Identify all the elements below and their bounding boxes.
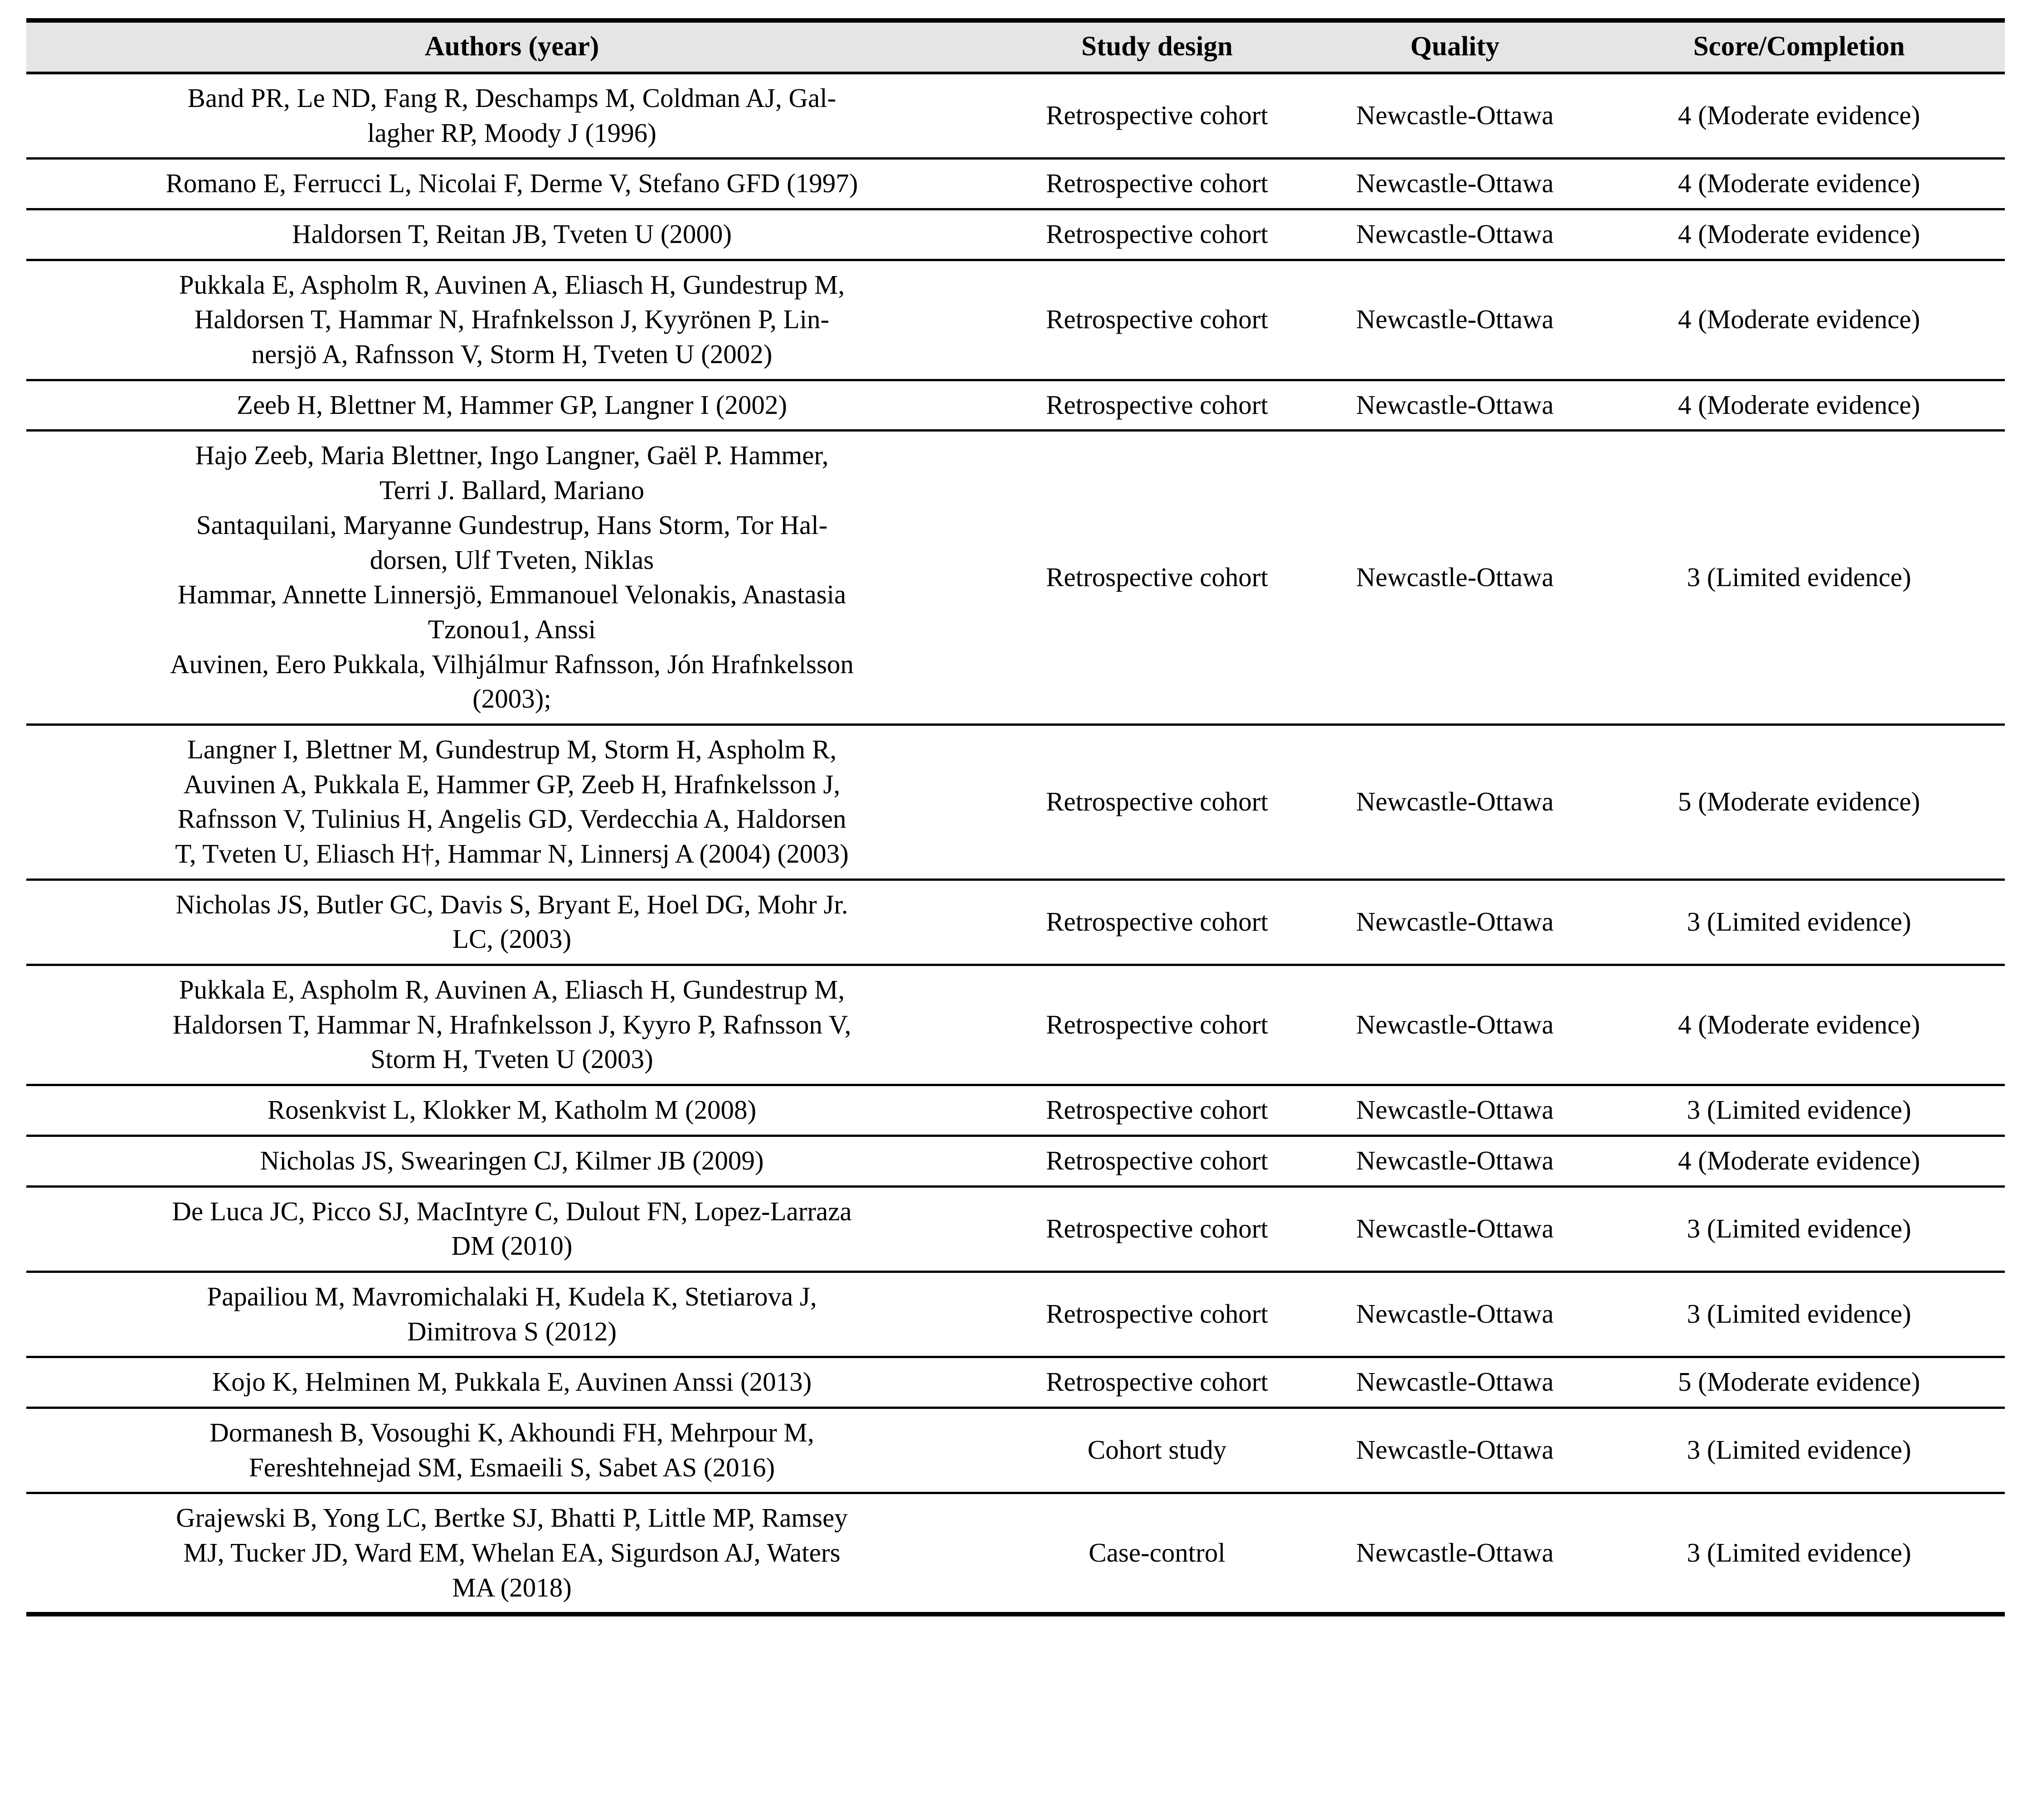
cell-design xyxy=(997,159,1317,209)
column-header-study-design: Study design xyxy=(997,20,1317,73)
cell-line: Cohort study xyxy=(1087,1435,1227,1465)
cell-quality xyxy=(1317,431,1593,725)
cell-score xyxy=(1593,879,2005,965)
table-row xyxy=(26,1272,2005,1357)
table-row xyxy=(26,724,2005,879)
cell-authors xyxy=(26,1357,997,1408)
cell-design xyxy=(997,965,1317,1085)
cell-quality xyxy=(1317,1272,1593,1357)
cell-line: Newcastle-Ottawa xyxy=(1356,1213,1554,1243)
cell-line: (2003); xyxy=(472,684,551,714)
cell-quality xyxy=(1317,724,1593,879)
table-row xyxy=(26,1085,2005,1136)
included-studies-table xyxy=(26,18,2005,1616)
cell-line: Langner I, Blettner M, Gundestrup M, Storm H, Aspholm R, xyxy=(187,734,837,764)
cell-line: Newcastle-Ottawa xyxy=(1356,786,1554,816)
cell-line: Retrospective cohort xyxy=(1046,100,1268,131)
cell-authors xyxy=(26,1407,997,1493)
cell-authors xyxy=(26,1272,997,1357)
cell-line: Newcastle-Ottawa xyxy=(1356,219,1554,249)
cell-line: Retrospective cohort xyxy=(1046,1299,1268,1329)
cell-line: Papailiou M, Mavromichalaki H, Kudela K, Stetiarova J, xyxy=(207,1281,817,1311)
cell-line: Haldorsen T, Reitan JB, Tveten U (2000) xyxy=(292,219,732,249)
cell-line: 4 (Moderate evidence) xyxy=(1678,389,1920,420)
cell-line: Newcastle-Ottawa xyxy=(1356,1145,1554,1175)
cell-line: Newcastle-Ottawa xyxy=(1356,304,1554,335)
cell-design xyxy=(997,260,1317,380)
cell-authors xyxy=(26,380,997,431)
cell-quality xyxy=(1317,260,1593,380)
cell-line: 3 (Limited evidence) xyxy=(1687,1213,1911,1243)
table-row xyxy=(26,260,2005,380)
cell-quality xyxy=(1317,1136,1593,1186)
cell-line: 3 (Limited evidence) xyxy=(1687,1299,1911,1329)
table-row xyxy=(26,879,2005,965)
cell-line: Zeeb H, Blettner M, Hammer GP, Langner I (2002) xyxy=(236,389,788,420)
table-row xyxy=(26,1186,2005,1272)
cell-line: Newcastle-Ottawa xyxy=(1356,1095,1554,1125)
cell-score xyxy=(1593,260,2005,380)
cell-line: T, Tveten U, Eliasch H†, Hammar N, Linnersj A (2004) (2003) xyxy=(175,839,849,869)
cell-authors xyxy=(26,73,997,159)
cell-design xyxy=(997,73,1317,159)
cell-line: 3 (Limited evidence) xyxy=(1687,1095,1911,1125)
cell-score xyxy=(1593,965,2005,1085)
cell-line: 4 (Moderate evidence) xyxy=(1678,219,1920,249)
cell-score xyxy=(1593,1357,2005,1408)
cell-line: Newcastle-Ottawa xyxy=(1356,1435,1554,1465)
cell-line: Kojo K, Helminen M, Pukkala E, Auvinen Anssi (2013) xyxy=(212,1367,812,1397)
cell-score xyxy=(1593,159,2005,209)
cell-line: Retrospective cohort xyxy=(1046,168,1268,199)
cell-line: Pukkala E, Aspholm R, Auvinen A, Eliasch H, Gundestrup M, xyxy=(179,269,845,300)
cell-line: Retrospective cohort xyxy=(1046,304,1268,335)
cell-line: Retrospective cohort xyxy=(1046,907,1268,937)
cell-line: Newcastle-Ottawa xyxy=(1356,907,1554,937)
cell-line: 5 (Moderate evidence) xyxy=(1678,1367,1920,1397)
cell-line: Newcastle-Ottawa xyxy=(1356,1538,1554,1568)
cell-design xyxy=(997,1357,1317,1408)
cell-line: lagher RP, Moody J (1996) xyxy=(367,117,656,148)
table-body xyxy=(26,73,2005,1614)
cell-line: De Luca JC, Picco SJ, MacIntyre C, Dulout FN, Lopez-Larraza xyxy=(172,1196,852,1226)
cell-line: 3 (Limited evidence) xyxy=(1687,1538,1911,1568)
cell-line: Haldorsen T, Hammar N, Hrafnkelsson J, Kyyrönen P, Lin- xyxy=(194,304,830,335)
cell-design xyxy=(997,1493,1317,1615)
cell-line: Newcastle-Ottawa xyxy=(1356,168,1554,199)
cell-line: Retrospective cohort xyxy=(1046,219,1268,249)
cell-line: 5 (Moderate evidence) xyxy=(1678,786,1920,816)
cell-line: Auvinen, Eero Pukkala, Vilhjálmur Rafnsson, Jón Hrafnkelsson xyxy=(170,649,854,679)
cell-line: Retrospective cohort xyxy=(1046,786,1268,816)
cell-score xyxy=(1593,1085,2005,1136)
cell-score xyxy=(1593,1186,2005,1272)
cell-line: 3 (Limited evidence) xyxy=(1687,1435,1911,1465)
cell-design xyxy=(997,431,1317,725)
cell-line: Nicholas JS, Swearingen CJ, Kilmer JB (2009) xyxy=(260,1145,764,1175)
cell-design xyxy=(997,380,1317,431)
cell-line: Haldorsen T, Hammar N, Hrafnkelsson J, Kyyro P, Rafnsson V, xyxy=(172,1009,851,1039)
cell-quality xyxy=(1317,1407,1593,1493)
table-row xyxy=(26,1493,2005,1615)
cell-authors xyxy=(26,724,997,879)
cell-line: Terri J. Ballard, Mariano xyxy=(379,475,645,505)
cell-line: 4 (Moderate evidence) xyxy=(1678,100,1920,131)
column-header-score-completion: Score/Completion xyxy=(1593,20,2005,73)
cell-line: 3 (Limited evidence) xyxy=(1687,907,1911,937)
cell-line: dorsen, Ulf Tveten, Niklas xyxy=(370,544,654,575)
cell-line: 4 (Moderate evidence) xyxy=(1678,304,1920,335)
cell-line: Dormanesh B, Vosoughi K, Akhoundi FH, Mehrpour M, xyxy=(209,1417,814,1447)
cell-quality xyxy=(1317,879,1593,965)
cell-score xyxy=(1593,209,2005,260)
column-header-quality: Quality xyxy=(1317,20,1593,73)
cell-line: Auvinen A, Pukkala E, Hammer GP, Zeeb H, Hrafnkelsson J, xyxy=(183,769,841,799)
cell-line: Retrospective cohort xyxy=(1046,562,1268,592)
cell-line: Newcastle-Ottawa xyxy=(1356,1367,1554,1397)
cell-design xyxy=(997,1136,1317,1186)
cell-line: Dimitrova S (2012) xyxy=(407,1316,617,1346)
cell-line: nersjö A, Rafnsson V, Storm H, Tveten U (2002) xyxy=(251,339,773,369)
cell-quality xyxy=(1317,1493,1593,1615)
cell-design xyxy=(997,724,1317,879)
cell-score xyxy=(1593,1136,2005,1186)
cell-line: Fereshtehnejad SM, Esmaeili S, Sabet AS (2016) xyxy=(248,1452,775,1482)
cell-quality xyxy=(1317,73,1593,159)
cell-line: Retrospective cohort xyxy=(1046,1095,1268,1125)
cell-authors xyxy=(26,1493,997,1615)
table-row xyxy=(26,159,2005,209)
cell-score xyxy=(1593,1272,2005,1357)
column-header-authors: Authors (year) xyxy=(26,20,997,73)
cell-authors xyxy=(26,965,997,1085)
cell-quality xyxy=(1317,965,1593,1085)
table-row xyxy=(26,1136,2005,1186)
table-row xyxy=(26,73,2005,159)
cell-line: Newcastle-Ottawa xyxy=(1356,562,1554,592)
cell-line: Storm H, Tveten U (2003) xyxy=(370,1044,653,1074)
table-row xyxy=(26,431,2005,725)
cell-line: Rosenkvist L, Klokker M, Katholm M (2008) xyxy=(267,1095,757,1125)
cell-authors xyxy=(26,1186,997,1272)
cell-score xyxy=(1593,1493,2005,1615)
cell-line: 4 (Moderate evidence) xyxy=(1678,168,1920,199)
cell-line: Hajo Zeeb, Maria Blettner, Ingo Langner, Gaël P. Hammer, xyxy=(195,440,829,471)
cell-quality xyxy=(1317,380,1593,431)
cell-design xyxy=(997,1085,1317,1136)
cell-authors xyxy=(26,1136,997,1186)
cell-quality xyxy=(1317,1186,1593,1272)
cell-line: Tzonou1, Anssi xyxy=(428,614,596,644)
cell-line: DM (2010) xyxy=(451,1231,573,1261)
cell-quality xyxy=(1317,1357,1593,1408)
cell-authors xyxy=(26,1085,997,1136)
cell-design xyxy=(997,879,1317,965)
table-header xyxy=(26,20,2005,73)
cell-score xyxy=(1593,431,2005,725)
cell-authors xyxy=(26,431,997,725)
cell-authors xyxy=(26,159,997,209)
cell-line: Santaquilani, Maryanne Gundestrup, Hans Storm, Tor Hal- xyxy=(196,510,828,540)
cell-line: Newcastle-Ottawa xyxy=(1356,100,1554,131)
cell-line: Hammar, Annette Linnersjö, Emmanouel Velonakis, Anastasia xyxy=(177,579,846,610)
cell-line: Case-control xyxy=(1089,1538,1225,1568)
cell-score xyxy=(1593,1407,2005,1493)
cell-line: Retrospective cohort xyxy=(1046,1145,1268,1175)
cell-line: Romano E, Ferrucci L, Nicolai F, Derme V, Stefano GFD (1997) xyxy=(165,168,858,199)
cell-line: Newcastle-Ottawa xyxy=(1356,1299,1554,1329)
cell-line: MA (2018) xyxy=(452,1572,572,1602)
table-row xyxy=(26,1357,2005,1408)
cell-line: Newcastle-Ottawa xyxy=(1356,389,1554,420)
cell-line: Nicholas JS, Butler GC, Davis S, Bryant E, Hoel DG, Mohr Jr. xyxy=(175,889,848,919)
cell-score xyxy=(1593,724,2005,879)
cell-line: Pukkala E, Aspholm R, Auvinen A, Eliasch H, Gundestrup M, xyxy=(179,975,845,1005)
cell-line: 4 (Moderate evidence) xyxy=(1678,1009,1920,1039)
table-row xyxy=(26,209,2005,260)
cell-line: Retrospective cohort xyxy=(1046,1213,1268,1243)
cell-line: Retrospective cohort xyxy=(1046,1367,1268,1397)
cell-score xyxy=(1593,380,2005,431)
cell-line: LC, (2003) xyxy=(452,924,572,954)
cell-design xyxy=(997,1272,1317,1357)
table-row xyxy=(26,1407,2005,1493)
table-header-row xyxy=(26,20,2005,73)
cell-quality xyxy=(1317,159,1593,209)
table-row xyxy=(26,965,2005,1085)
cell-line: 4 (Moderate evidence) xyxy=(1678,1145,1920,1175)
cell-authors xyxy=(26,260,997,380)
cell-line: Grajewski B, Yong LC, Bertke SJ, Bhatti P, Little MP, Ramsey xyxy=(176,1503,848,1533)
cell-authors xyxy=(26,209,997,260)
table-row xyxy=(26,380,2005,431)
cell-line: 3 (Limited evidence) xyxy=(1687,562,1911,592)
cell-quality xyxy=(1317,1085,1593,1136)
cell-quality xyxy=(1317,209,1593,260)
cell-line: Newcastle-Ottawa xyxy=(1356,1009,1554,1039)
cell-authors xyxy=(26,879,997,965)
cell-line: Rafnsson V, Tulinius H, Angelis GD, Verdecchia A, Haldorsen xyxy=(177,804,846,834)
cell-line: Retrospective cohort xyxy=(1046,1009,1268,1039)
cell-line: Retrospective cohort xyxy=(1046,389,1268,420)
cell-line: MJ, Tucker JD, Ward EM, Whelan EA, Sigurdson AJ, Waters xyxy=(183,1538,841,1568)
cell-score xyxy=(1593,73,2005,159)
cell-design xyxy=(997,1186,1317,1272)
cell-design xyxy=(997,209,1317,260)
cell-design xyxy=(997,1407,1317,1493)
cell-line: Band PR, Le ND, Fang R, Deschamps M, Coldman AJ, Gal- xyxy=(187,83,836,113)
